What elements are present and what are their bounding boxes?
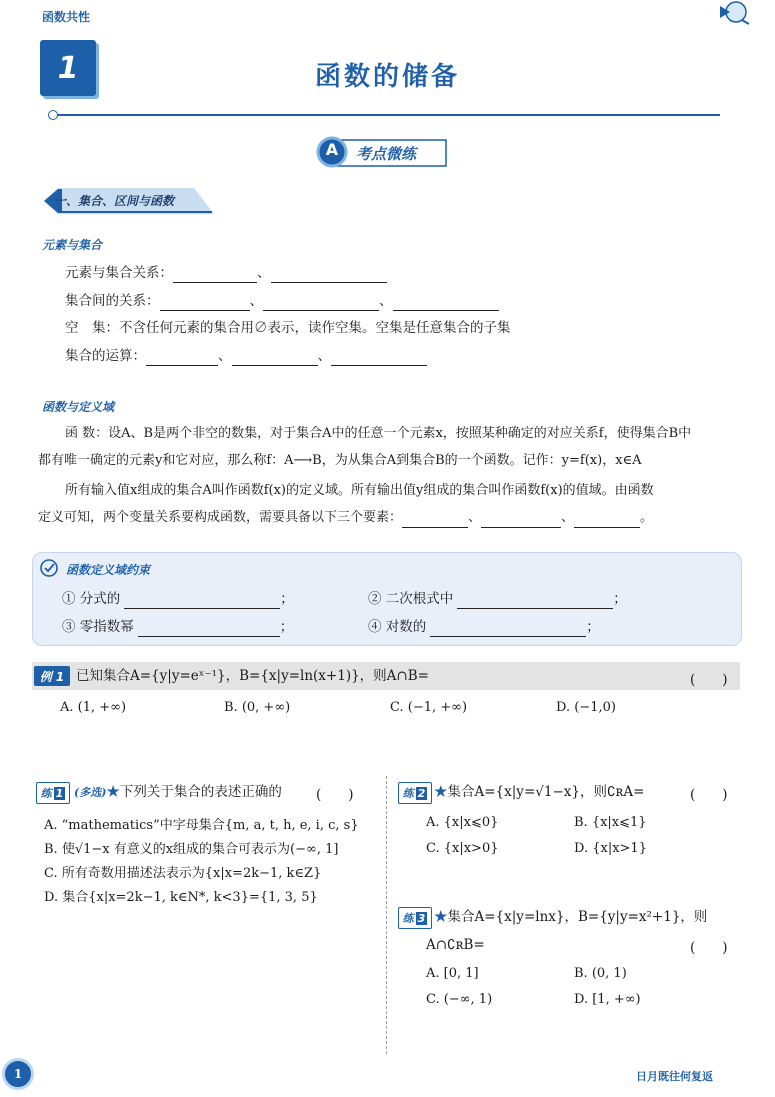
practice-3-stem-row [434,907,707,927]
func-p1b: 都有唯一确定的元素y和它对应，那么称f：A⟶B，为从集合A到集合B的一个函数。记作：y=f(x)，x∈A [38,453,642,468]
practice-1-option-a[interactable]: A. “mathematics”中字母集合{m, a, t, h, e, i, c, s} [44,818,359,833]
blank[interactable] [146,349,218,366]
practice-3-badge [398,907,432,929]
practice-2-badge [398,782,432,804]
chapter-number: 1 [40,40,96,96]
constraint-1-text: ① 分式的 [62,591,121,607]
constraint-1: ① 分式的 ； [62,591,294,607]
sets-line-1-text: 元素与集合关系： [65,265,173,281]
star-icon: ★ [434,784,448,800]
practice-1-option-c[interactable]: C. 所有奇数用描述法表示为{x|x=2k−1, k∈Z} [44,866,322,881]
sets-line-4-text: 集合的运算： [65,348,146,364]
practice-3-badge-label: 练 [402,912,414,925]
practice-3-option-b[interactable]: B. (0, 1) [574,966,627,981]
section-title: 一、集合、区间与函数 [54,194,175,208]
constraint-4-text: ④ 对数的 [368,619,427,635]
footer-tag: 日月既往何复返 [636,1070,713,1083]
practice-1-stem-row [74,782,282,803]
func-p1a: 函 数：设A、B是两个非空的数集，对于集合A中的任意一个元素x，按照某种确定的对应关系f，使得集合B中 [65,426,692,441]
corner-logo-icon [716,0,750,26]
blank[interactable] [232,349,318,366]
practice-3-stem-2: A∩∁ʀB= [426,937,485,953]
star-icon: ★ [106,784,120,800]
blank[interactable] [402,511,468,528]
blank[interactable] [457,592,613,609]
blank[interactable] [331,349,427,366]
sets-line-4: 集合的运算： 、 、 [65,346,427,366]
practice-1-stem: 下列关于集合的表述正确的 [119,784,282,800]
blank[interactable] [173,266,257,283]
badge-letter: A [325,140,339,159]
subhead-sets: 元素与集合 [42,238,103,252]
constraint-3-text: ③ 零指数幂 [62,619,134,635]
section-badge [316,136,448,168]
constraint-3: ③ 零指数幂 ； [62,619,294,635]
constraint-2-text: ② 二次根式中 [368,591,454,607]
badge-text: 考点微练 [356,145,417,163]
example-option-d[interactable]: D. (−1,0) [556,700,616,715]
practice-1-badge-label: 练 [40,787,52,800]
rule-dot [48,110,58,120]
example-stem: 已知集合A={y|y=eˣ⁻¹}，B={x|y=ln(x+1)}，则A∩B= [76,668,429,684]
practice-1-answer-paren[interactable]: ( ) [316,787,354,803]
constraint-title: 函数定义域约束 [66,563,151,577]
check-circle-icon [40,559,58,577]
practice-2-answer-paren[interactable]: ( ) [690,787,728,803]
practice-1-option-d[interactable]: D. 集合{x|x=2k−1, k∈N*, k<3}={1, 3, 5} [44,890,318,905]
example-option-b[interactable]: B. (0, +∞) [224,700,291,715]
practice-2-option-b[interactable]: B. {x|x⩽1} [574,815,647,830]
blank[interactable] [138,620,280,637]
example-option-a[interactable]: A. (1, +∞) [60,700,127,715]
title-rule [52,114,720,116]
practice-3-badge-num: 3 [417,911,426,925]
practice-3-option-c[interactable]: C. (−∞, 1) [426,992,493,1007]
star-icon: ★ [434,909,448,925]
practice-3-option-d[interactable]: D. [1, +∞) [574,992,641,1007]
example-answer-paren[interactable]: ( ) [690,672,728,688]
practice-1-badge-num: 1 [55,786,64,800]
blank[interactable] [124,592,280,609]
blank[interactable] [574,511,640,528]
blank[interactable] [263,294,379,311]
page-number: 1 [2,1058,34,1090]
practice-2-option-c[interactable]: C. {x|x>0} [426,841,499,856]
constraint-2: ② 二次根式中 ； [368,591,627,607]
practice-2-option-a[interactable]: A. {x|x⩽0} [426,815,499,830]
practice-2-badge-num: 2 [417,786,426,800]
column-divider [386,776,387,1054]
practice-2-stem: 集合A={x|y=√1−x}，则∁ʀA= [447,784,645,800]
header-tag: 函数共性 [42,10,91,24]
blank[interactable] [393,294,499,311]
constraint-4: ④ 对数的 ； [368,619,600,635]
practice-2-option-d[interactable]: D. {x|x>1} [574,841,647,856]
practice-1-option-b[interactable]: B. 使√1−x 有意义的x组成的集合可表示为(−∞, 1] [44,842,339,857]
blank[interactable] [160,294,250,311]
practice-1-badge [36,782,70,804]
practice-2-badge-label: 练 [402,787,414,800]
example-badge: 例 1 [34,666,70,686]
func-p2b: 定义可知，两个变量关系要构成函数，需要具备以下三个要素： 、 、 。 [38,508,653,528]
sets-line-2: 集合间的关系： 、 、 [65,291,499,311]
practice-3-option-a[interactable]: A. [0, 1] [426,966,479,981]
subhead-function: 函数与定义域 [42,400,115,414]
func-p2b-text: 定义可知，两个变量关系要构成函数，需要具备以下三个要素： [38,510,403,525]
blank[interactable] [271,266,387,283]
func-p2a: 所有输入值x组成的集合A叫作函数f(x)的定义域。所有输出值y组成的集合叫作函数f(x)的值域。由函数 [65,483,654,498]
practice-2-stem-row [434,782,644,802]
practice-3-answer-paren[interactable]: ( ) [690,940,728,956]
blank[interactable] [481,511,561,528]
section-title-band [44,188,216,214]
sets-line-1: 元素与集合关系： 、 [65,263,387,283]
sets-line-2-text: 集合间的关系： [65,293,160,309]
chapter-title: 函数的储备 [314,62,460,92]
sets-line-3: 空 集：不含任何元素的集合用∅表示，读作空集。空集是任意集合的子集 [65,320,511,336]
practice-3-stem: 集合A={x|y=lnx}，B={y|y=x²+1}，则 [447,909,708,925]
multi-select-tag: (多选) [74,786,107,799]
blank[interactable] [430,620,586,637]
example-option-c[interactable]: C. (−1, +∞) [390,700,468,715]
